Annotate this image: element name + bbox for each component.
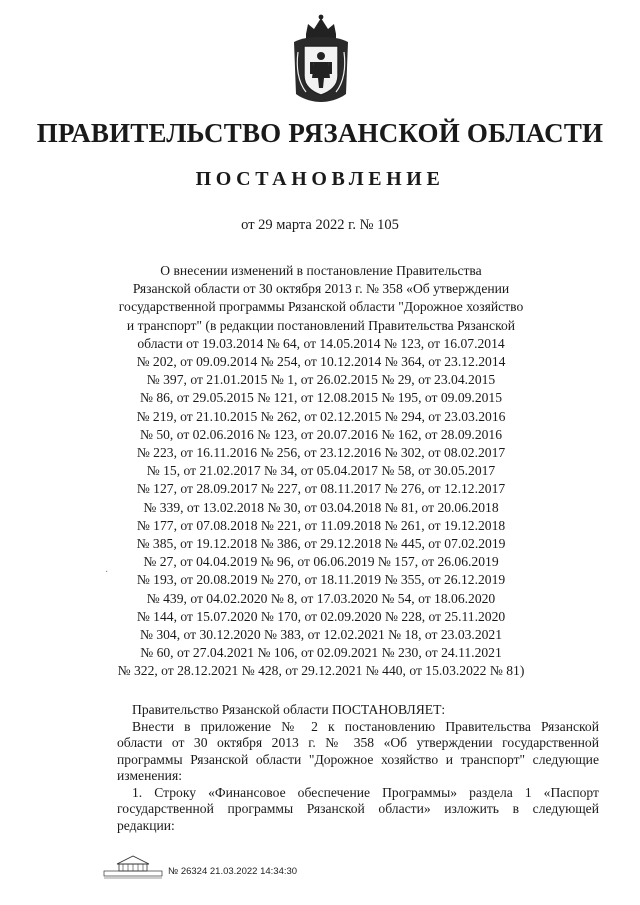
subject-line: О внесении изменений в постановление Правительства [160,263,482,278]
paragraph-line: редакции: [117,817,175,833]
paragraph-amendment [117,719,599,785]
document-type: ПОСТАНОВЛЕНИЕ [195,168,445,190]
subject-line: № 219, от 21.10.2015 № 262, от 02.12.2015 № 294, от 23.03.2016 [136,408,506,424]
subject-line: № 397, от 21.01.2015 № 1, от 26.02.2015 № 29, от 23.04.2015 [146,372,496,388]
paragraph-line: изменения: [117,768,182,783]
subject-line: № 339, от 13.02.2018 № 30, от 03.04.2018 № 81, от 20.06.2018 [143,499,499,515]
paragraph-line: Внести в приложение № 2 к постановлению Правительства Рязанской [132,718,599,734]
subject-line: № 223, от 16.11.2016 № 256, от 23.12.2016 № 302, от 08.02.2017 [136,445,506,461]
subject-line: № 144, от 15.07.2020 № 170, от 02.09.2020 № 228, от 25.11.2020 [136,608,506,624]
subject-line: № 60, от 27.04.2021 № 106, от 02.09.2021 № 230, от 24.11.2021 [140,645,502,661]
paragraph-line: области от 30 октября 2013 г. № 358 «Об утверждении государственной [117,735,599,750]
organization-title: ПРАВИТЕЛЬСТВО РЯЗАНСКОЙ ОБЛАСТИ [36,118,604,148]
subject-line: области от 19.03.2014 № 64, от 14.05.2014 № 123, от 16.07.2014 [137,335,505,351]
paragraph-line: государственной программы Рязанской области» изложить в следующей [117,801,599,816]
paragraph-item-1 [117,785,599,835]
subject-line: № 15, от 21.02.2017 № 34, от 05.04.2017 № 58, от 30.05.2017 [146,463,496,479]
subject-line: № 304, от 30.12.2020 № 383, от 12.02.2021 № 18, от 23.03.2021 [139,627,503,643]
decree-line: Правительство Рязанской области ПОСТАНОВЛЯЕТ: [132,702,446,717]
document-subject [100,262,542,681]
subject-line: № 86, от 29.05.2015 № 121, от 12.08.2015 № 195, от 09.09.2015 [139,390,503,406]
subject-line: № 127, от 28.09.2017 № 227, от 08.11.2017 № 276, от 12.12.2017 [136,481,506,497]
subject-line: № 439, от 04.02.2020 № 8, от 17.03.2020 № 54, от 18.06.2020 [146,590,496,606]
document-body [117,702,599,834]
subject-line: государственной программы Рязанской области "Дорожное хозяйство [118,299,524,315]
subject-line: № 177, от 07.08.2018 № 221, от 11.09.2018 № 261, от 19.12.2018 [136,517,506,533]
scan-dot-mark: · [105,567,109,578]
subject-line: № 50, от 02.06.2016 № 123, от 20.07.2016 № 162, от 28.09.2016 [139,426,503,442]
subject-line: Рязанской области от 30 октября 2013 г. № 358 «Об утверждении [132,281,510,297]
subject-line: и транспорт" (в редакции постановлений Правительства Рязанской [126,317,516,333]
subject-line: № 193, от 20.08.2019 № 270, от 18.11.2019 № 355, от 26.12.2019 [136,572,506,588]
registration-number: № 26324 21.03.2022 14:34:30 [168,866,298,877]
coat-of-arms-icon [288,12,354,104]
subject-line: № 27, от 04.04.2019 № 96, от 06.06.2019 № 157, от 26.06.2019 [143,554,499,570]
registration-stamp-icon [103,854,163,880]
subject-line: № 385, от 19.12.2018 № 386, от 29.12.2018 № 445, от 07.02.2019 [136,536,506,552]
subject-line: № 322, от 28.12.2021 № 428, от 29.12.2021 № 440, от 15.03.2022 № 81) [117,663,525,679]
document-date-number: от 29 марта 2022 г. № 105 [241,217,399,233]
paragraph-line: программы Рязанской области "Дорожное хозяйство и транспорт" следующие [117,751,599,767]
subject-line: № 202, от 09.09.2014 № 254, от 10.12.2014 № 364, от 23.12.2014 [136,354,506,370]
paragraph-line: 1. Строку «Финансовое обеспечение Программы» раздела 1 «Паспорт [132,784,599,800]
